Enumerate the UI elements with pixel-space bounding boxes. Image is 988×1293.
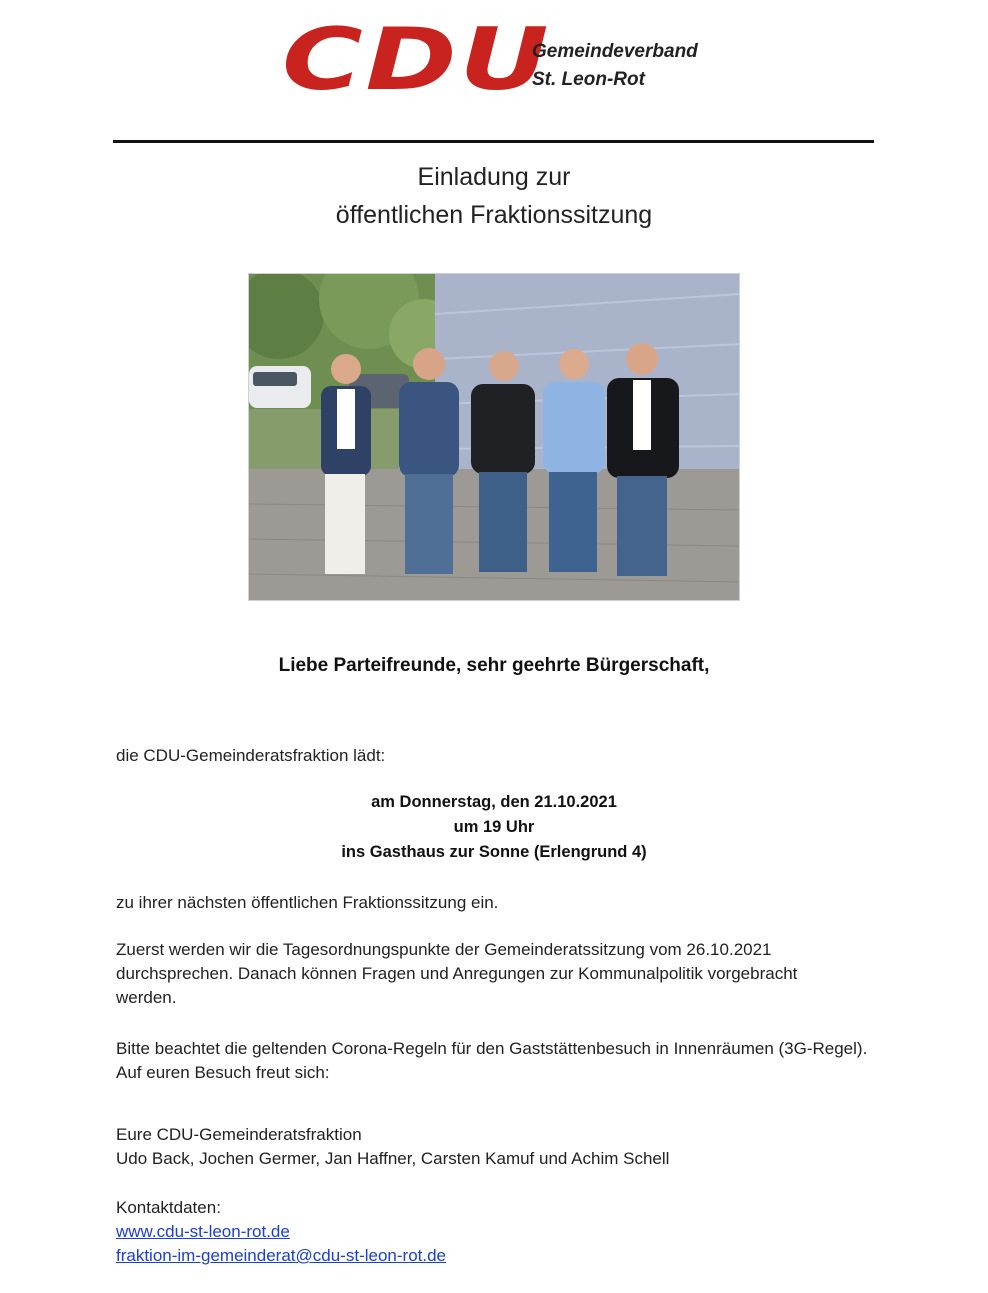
- greeting: Liebe Parteifreunde, sehr geehrte Bürgerschaft,: [278, 655, 710, 676]
- org-line-2: St. Leon-Rot: [532, 69, 645, 90]
- contact-block: [116, 1196, 876, 1268]
- header-divider: [113, 140, 874, 143]
- signature: [116, 1123, 876, 1171]
- title-line-2: öffentlichen Fraktionssitzung: [335, 201, 653, 229]
- contact-label: Kontaktdaten:: [116, 1198, 221, 1217]
- org-name: [532, 38, 698, 94]
- paragraph-corona: Bitte beachtet die geltenden Corona-Regeln für den Gaststättenbesuch in Innenräumen (3G-Regel). Auf euren Besuch freut sich:: [116, 1039, 868, 1082]
- paragraph-agenda: Zuerst werden wir die Tagesordnungspunkte der Gemeinderatssitzung vom 26.10.2021 durchsprechen. Danach können Fragen und Anregungen zur Kommunalpolitik vorgebracht werden.: [116, 940, 798, 1007]
- event-place: ins Gasthaus zur Sonne (Erlengrund 4): [341, 843, 647, 861]
- event-time: um 19 Uhr: [453, 818, 535, 836]
- event-date: am Donnerstag, den 21.10.2021: [371, 793, 617, 811]
- paragraph-invite: zu ihrer nächsten öffentlichen Fraktionssitzung ein.: [116, 893, 499, 912]
- intro-text: die CDU-Gemeinderatsfraktion lädt:: [116, 746, 386, 765]
- group-photo: [248, 273, 740, 601]
- org-line-1: Gemeindeverband: [532, 41, 698, 62]
- page-title: [0, 158, 988, 234]
- event-details: [0, 790, 988, 865]
- cdu-logo: CDU: [282, 10, 552, 110]
- signature-line-1: Eure CDU-Gemeinderatsfraktion: [116, 1125, 362, 1144]
- website-link[interactable]: www.cdu-st-leon-rot.de: [116, 1222, 290, 1241]
- email-link[interactable]: fraktion-im-gemeinderat@cdu-st-leon-rot.de: [116, 1246, 446, 1265]
- signature-line-2: Udo Back, Jochen Germer, Jan Haffner, Carsten Kamuf und Achim Schell: [116, 1149, 670, 1168]
- title-line-1: Einladung zur: [417, 163, 571, 191]
